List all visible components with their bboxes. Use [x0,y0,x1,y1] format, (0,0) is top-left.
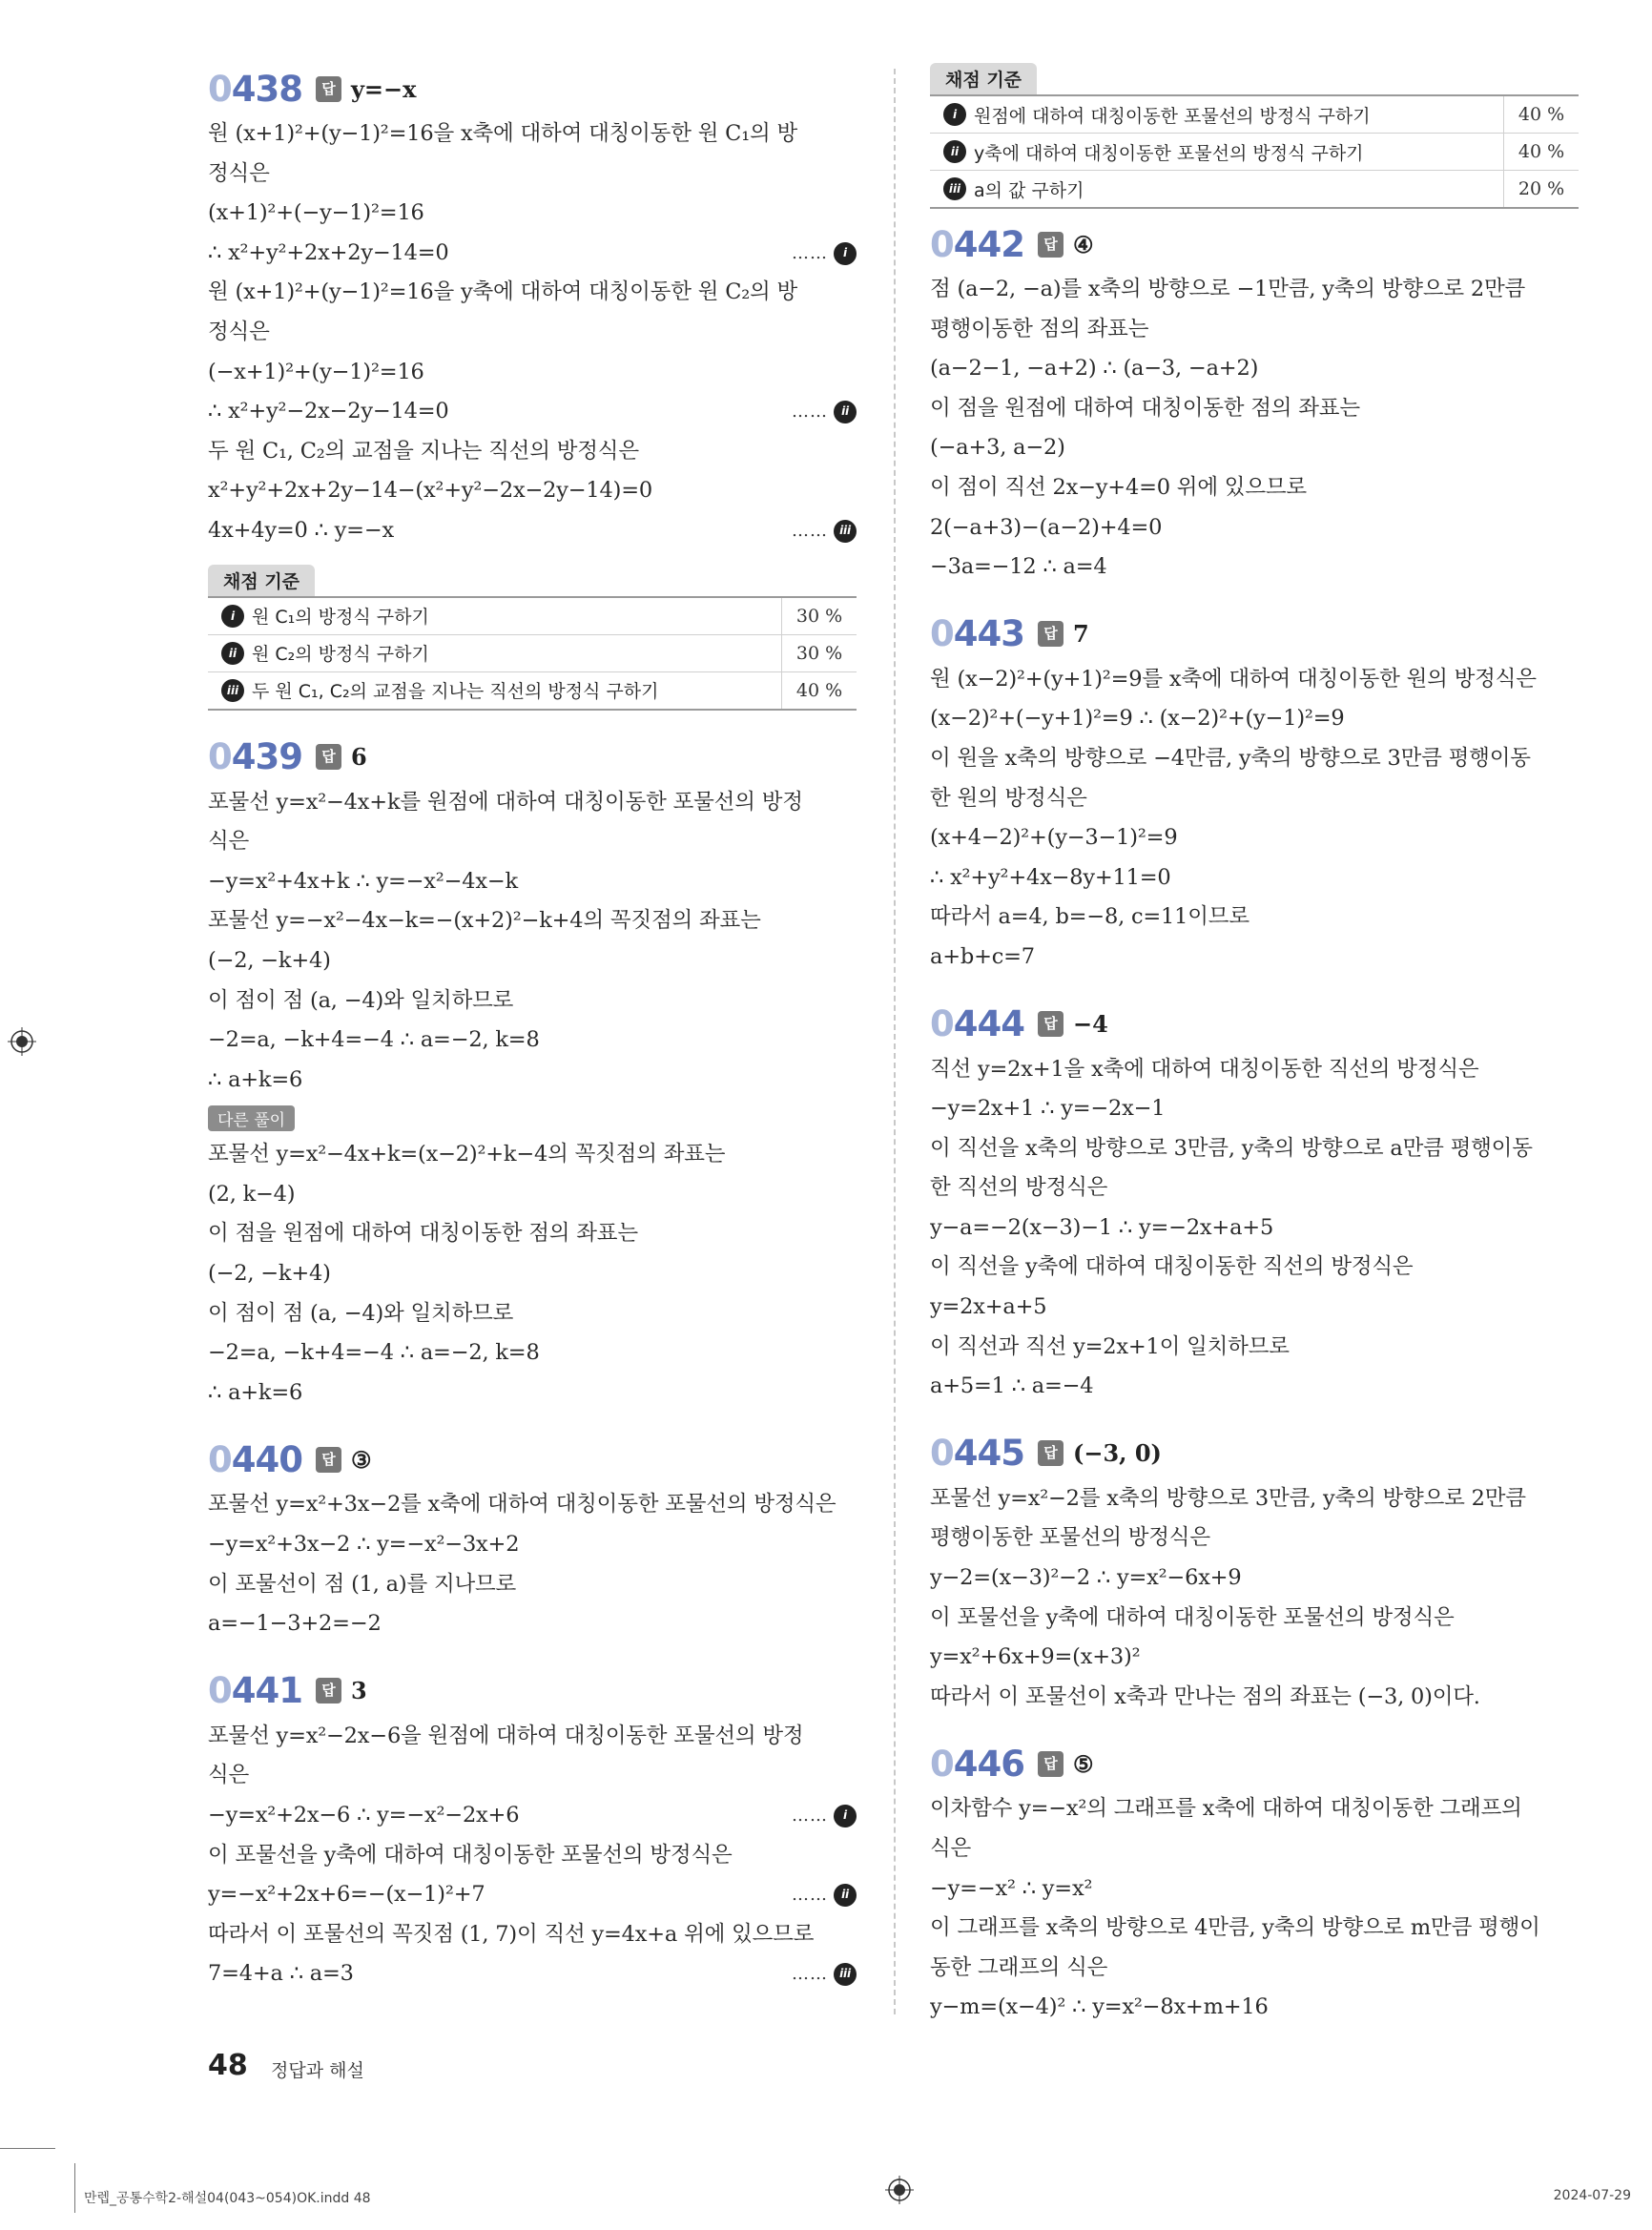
solution-text: (−2, −k+4) [208,947,331,973]
problem-number-main: 442 [953,223,1024,265]
solution-text: 2(−a+3)−(a−2)+4=0 [930,514,1163,540]
solution-line [208,114,857,155]
criteria-percent: 40 % [1503,96,1579,133]
solution-text: 이 점이 직선 2x−y+4=0 위에 있으므로 [930,474,1307,500]
answer-badge-icon: 답 [1038,1751,1063,1777]
problem-443 [930,609,1579,978]
answer-badge-icon: 답 [316,1678,341,1703]
solution-line [930,699,1579,739]
solution-line [208,155,857,195]
problem-445 [930,1428,1579,1718]
solution-text: 이 포물선을 y축에 대하여 대칭이동한 포물선의 방정식은 [208,1842,733,1868]
page-section-label: 정답과 해설 [271,2060,364,2081]
solution-line [208,1485,857,1525]
step-marker-iii-icon: iii [834,1963,857,1986]
criteria-text: 원점에 대하여 대칭이동한 포물선의 방정식 구하기 [974,105,1371,127]
solution-text: −2=a, −k+4=−4 ∴ a=−2, k=8 [208,1340,540,1366]
solution-text: 동한 그래프의 식은 [930,1954,1108,1980]
solution-line [208,273,857,313]
solution-line [208,1717,857,1757]
solution-text: (x+4−2)²+(y−3−1)²=9 [930,825,1178,851]
solution-line [208,862,857,902]
solution-text: 이 직선을 y축에 대하여 대칭이동한 직선의 방정식은 [930,1254,1414,1280]
step-marker [792,511,857,551]
problem-number-prefix: 0 [930,1433,954,1475]
solution-line [208,981,857,1022]
crop-mark [0,2148,55,2149]
solution-line [930,1599,1579,1639]
answer-value: ④ [1072,230,1094,258]
solution-text: 정식은 [208,160,270,186]
solution-text: 이 직선과 직선 y=2x+1이 일치하므로 [930,1333,1290,1359]
problem-number-prefix: 0 [208,1438,232,1480]
problem-number-main: 440 [231,1438,302,1480]
solution-text: 이 점을 원점에 대하여 대칭이동한 점의 좌표는 [930,395,1360,421]
problem-446 [930,1738,1579,2028]
solution-line [930,818,1579,858]
problem-number-main: 438 [231,68,302,110]
solution-text: a=−1−3+2=−2 [208,1611,382,1637]
scoring-criteria-table [930,94,1579,209]
solution-text: 한 원의 방정식은 [930,785,1087,811]
ellipsis-dots: …… [792,1806,828,1826]
solution-text: ∴ a+k=6 [208,1379,303,1405]
solution-line [930,1129,1579,1169]
answer-value: y=−x [350,74,417,103]
solution-text: 식은 [208,1763,250,1788]
solution-text: −y=x²+4x+k ∴ y=−x²−4x−k [208,868,518,894]
solution-text: 두 원 C₁, C₂의 교점을 지나는 직선의 방정식은 [208,438,639,464]
solution-line [930,858,1579,898]
problem-number [208,1670,302,1711]
solution-line [208,822,857,862]
registration-mark-icon [885,2176,914,2204]
solution-text: 따라서 이 포물선의 꼭짓점 (1, 7)이 직선 y=4x+a 위에 있으므로 [208,1921,815,1947]
answer-badge-icon: 답 [316,744,341,770]
criteria-row [930,96,1579,134]
problem-number [930,224,1024,265]
solution-line [930,1559,1579,1599]
problem-header [208,1434,857,1485]
problem-439 [208,732,857,1414]
problem-number-prefix: 0 [930,223,954,265]
step-marker [792,1954,857,1994]
step-marker-i-icon: i [943,103,966,126]
solution-line [930,349,1579,389]
solution-text: 이 직선을 x축의 방향으로 3만큼, y축의 방향으로 a만큼 평행이동 [930,1135,1533,1161]
answer-value: −4 [1072,1010,1108,1038]
ellipsis-dots: …… [792,1885,828,1906]
solution-line [208,901,857,941]
answer-value: 7 [1072,620,1089,649]
solution-text: (2, k−4) [208,1181,296,1207]
answer-badge-icon: 답 [1038,1011,1063,1037]
solution-text: 식은 [208,829,250,855]
criteria-text: 두 원 C₁, C₂의 교점을 지나는 직선의 방정식 구하기 [252,681,659,703]
solution-text: y−a=−2(x−3)−1 ∴ y=−2x+a+5 [930,1214,1274,1240]
scoring-criteria-label: 채점 기준 [208,565,315,596]
solution-text: y−2=(x−3)²−2 ∴ y=x²−6x+9 [930,1565,1242,1591]
scoring-criteria-table [208,596,857,711]
solution-text: 이 점이 점 (a, −4)와 일치하므로 [208,1300,514,1326]
column-divider [894,69,896,2014]
step-marker-i-icon: i [834,1805,857,1827]
solution-line [930,270,1579,310]
ellipsis-dots: …… [792,1964,828,1985]
problem-number-main: 444 [953,1003,1024,1044]
problem-header [930,218,1579,270]
criteria-row [930,171,1579,207]
solution-text: ∴ x²+y²+4x−8y+11=0 [930,864,1171,890]
solution-line [930,310,1579,350]
problem-number-main: 441 [231,1670,302,1712]
solution-text: −y=2x+1 ∴ y=−2x−1 [930,1096,1166,1122]
solution-line [208,1175,857,1215]
problem-header [930,1738,1579,1789]
criteria-text-cell [208,677,781,703]
solution-text: 7=4+a ∴ a=3 [208,1961,354,1987]
ellipsis-dots: …… [792,402,828,423]
problem-number [208,1439,302,1480]
footer-file-name: 만렙_공통수학2-해설04(043~054)OK.indd 48 [84,2191,371,2206]
solution-line [208,1021,857,1061]
problem-number [208,69,302,110]
solution-line [930,1328,1579,1368]
solution-text: 직선 y=2x+1을 x축에 대하여 대칭이동한 직선의 방정식은 [930,1056,1479,1082]
answer-badge-icon: 답 [316,1447,341,1473]
solution-line [930,660,1579,700]
problem-header [930,1428,1579,1479]
problem-442 [930,218,1579,588]
problem-number-main: 443 [953,613,1024,655]
criteria-text-cell [208,603,781,629]
solution-text: ∴ x²+y²−2x−2y−14=0 [208,399,449,424]
solution-line [930,938,1579,978]
solution-line [930,1638,1579,1678]
step-marker [792,1796,857,1836]
solution-text: x²+y²+2x+2y−14−(x²+y²−2x−2y−14)=0 [208,478,652,504]
step-marker [792,234,857,274]
solution-line [208,313,857,353]
problem-number [930,1003,1024,1044]
step-marker [792,1875,857,1915]
solution-line [930,1050,1579,1090]
scoring-criteria [930,63,1579,209]
criteria-percent: 30 % [781,635,857,671]
page-number: 48 [208,2049,248,2082]
solution-line [208,1756,857,1796]
solution-text: y=x²+6x+9=(x+3)² [930,1644,1141,1670]
solution-line [208,234,857,274]
problem-number-main: 439 [231,736,302,778]
criteria-percent: 30 % [781,598,857,634]
solution-line [930,898,1579,938]
alternate-solution-label: 다른 풀이 [208,1105,295,1131]
solution-text: ∴ x²+y²+2x+2y−14=0 [208,239,449,265]
criteria-text: 원 C₁의 방정식 구하기 [252,607,429,629]
criteria-text-cell [930,139,1503,165]
solution-line [208,1604,857,1644]
solution-line [208,1061,857,1101]
solution-line [208,1214,857,1254]
criteria-row [930,134,1579,171]
solution-line [930,1248,1579,1288]
solution-text: 정식은 [208,319,270,344]
solution-text: 원 (x+1)²+(y−1)²=16을 x축에 대하여 대칭이동한 원 C₁의 방 [208,121,798,146]
criteria-row [208,672,857,709]
step-marker-ii-icon: ii [834,401,857,423]
problem-header [208,1665,857,1717]
answer-badge-icon: 답 [1038,621,1063,647]
solution-line [208,1135,857,1175]
solution-text: 이 포물선을 y축에 대하여 대칭이동한 포물선의 방정식은 [930,1604,1455,1630]
solution-line [208,1796,857,1836]
step-marker-iii-icon: iii [943,177,966,200]
solution-text: 평행이동한 점의 좌표는 [930,316,1149,341]
solution-line [208,1915,857,1955]
registration-mark-icon [8,1027,36,1056]
criteria-percent: 20 % [1503,171,1579,207]
solution-line [208,941,857,981]
criteria-text-cell [930,102,1503,128]
solution-line [930,1869,1579,1910]
right-column [930,63,1579,2049]
step-marker-i-icon: i [834,242,857,265]
solution-text: 이 점을 원점에 대하여 대칭이동한 점의 좌표는 [208,1221,638,1247]
problem-number-prefix: 0 [930,1003,954,1044]
solution-text: (−a+3, a−2) [930,435,1065,461]
criteria-text: a의 값 구하기 [974,179,1084,201]
solution-line [930,739,1579,779]
solution-text: (−x+1)²+(y−1)²=16 [208,359,424,384]
problem-number-prefix: 0 [930,1743,954,1785]
solution-line [930,1678,1579,1718]
problem-438 [208,63,857,711]
answer-value: ⑤ [1072,1749,1094,1778]
solution-text: 한 직선의 방정식은 [930,1175,1108,1201]
solution-text: 포물선 y=x²−4x+k=(x−2)²+k−4의 꼭짓점의 좌표는 [208,1142,726,1167]
solution-line [930,1479,1579,1519]
problem-header [930,609,1579,660]
solution-text: −y=x²+3x−2 ∴ y=−x²−3x+2 [208,1532,520,1558]
step-marker-ii-icon: ii [221,642,244,665]
solution-line [930,779,1579,819]
solution-line [208,1254,857,1294]
footer-date: 2024-07-29 [1553,2188,1631,2203]
solution-line [208,1836,857,1876]
solution-text: 따라서 a=4, b=−8, c=11이므로 [930,904,1249,930]
solution-text: y=2x+a+5 [930,1294,1047,1320]
criteria-row [208,635,857,672]
solution-line [930,1367,1579,1407]
left-column [208,63,857,2015]
solution-text: −3a=−12 ∴ a=4 [930,554,1107,580]
solution-text: a+5=1 ∴ a=−4 [930,1373,1094,1399]
problem-440 [208,1434,857,1643]
answer-badge-icon: 답 [1038,1440,1063,1466]
solution-line [930,468,1579,508]
solution-line [208,1373,857,1414]
solution-text: −y=−x² ∴ y=x² [930,1875,1093,1901]
solution-text: 이 원을 x축의 방향으로 −4만큼, y축의 방향으로 3만큼 평행이동 [930,745,1531,771]
solution-line [208,392,857,432]
criteria-text: y축에 대하여 대칭이동한 포물선의 방정식 구하기 [974,142,1364,164]
solution-text: 이 그래프를 x축의 방향으로 4만큼, y축의 방향으로 m만큼 평행이 [930,1915,1540,1941]
problem-441 [208,1665,857,1994]
problem-number-prefix: 0 [930,613,954,655]
solution-text: (x−2)²+(−y+1)²=9 ∴ (x−2)²+(y−1)²=9 [930,706,1345,732]
ellipsis-dots: …… [792,242,828,263]
solution-line [930,508,1579,548]
solution-text: (a−2−1, −a+2) ∴ (a−3, −a+2) [930,356,1259,382]
solution-text: 4x+4y=0 ∴ y=−x [208,517,394,543]
solution-text: −2=a, −k+4=−4 ∴ a=−2, k=8 [208,1027,540,1053]
problem-header [930,999,1579,1050]
solution-text: 평행이동한 포물선의 방정식은 [930,1525,1210,1551]
scoring-criteria-label: 채점 기준 [930,63,1037,94]
problem-number-main: 445 [953,1433,1024,1475]
solution-text: y=−x²+2x+6=−(x−1)²+7 [208,1882,485,1908]
problem-number [930,1433,1024,1474]
solution-text: 포물선 y=x²−2x−6을 원점에 대하여 대칭이동한 포물선의 방정 [208,1723,804,1748]
solution-line [930,1789,1579,1829]
solution-line [208,1875,857,1915]
criteria-text-cell [208,640,781,666]
solution-line [930,428,1579,468]
step-marker-ii-icon: ii [943,140,966,163]
answer-badge-icon: 답 [1038,232,1063,258]
solution-line [930,1909,1579,1949]
criteria-text-cell [930,176,1503,202]
step-marker-ii-icon: ii [834,1884,857,1907]
ellipsis-dots: …… [792,520,828,541]
answer-value: 3 [350,1677,367,1705]
solution-line [930,1168,1579,1208]
solution-text: 포물선 y=−x²−4x−k=−(x+2)²−k+4의 꼭짓점의 좌표는 [208,908,761,934]
solution-line [208,353,857,393]
answer-value: 6 [350,743,367,772]
solution-line [208,1333,857,1373]
solution-text: (x+1)²+(−y−1)²=16 [208,200,424,226]
solution-text: y−m=(x−4)² ∴ y=x²−8x+m+16 [930,1994,1269,2020]
step-marker [792,392,857,432]
answer-value: (−3, 0) [1072,1439,1162,1468]
solution-text: 포물선 y=x²−4x+k를 원점에 대하여 대칭이동한 포물선의 방정 [208,789,803,815]
solution-line [208,783,857,823]
solution-line [208,471,857,511]
step-marker-i-icon: i [221,605,244,628]
solution-text: 원 (x+1)²+(y−1)²=16을 y축에 대하여 대칭이동한 원 C₂의 방 [208,279,798,305]
answer-badge-icon: 답 [316,76,341,102]
solution-line [930,1829,1579,1869]
solution-text: 원 (x−2)²+(y+1)²=9를 x축에 대하여 대칭이동한 원의 방정식은 [930,666,1537,692]
solution-line [208,1525,857,1565]
solution-line [930,1208,1579,1249]
solution-line [208,432,857,472]
step-marker-iii-icon: iii [834,520,857,543]
solution-line [930,389,1579,429]
solution-line [208,1954,857,1994]
solution-text: 이 포물선이 점 (1, a)를 지나므로 [208,1571,517,1597]
criteria-percent: 40 % [781,672,857,709]
solution-text: 이차함수 y=−x²의 그래프를 x축에 대하여 대칭이동한 그래프의 [930,1796,1522,1822]
solution-line [208,1565,857,1605]
solution-line [208,511,857,551]
problem-number [208,736,302,777]
solution-text: 따라서 이 포물선이 x축과 만나는 점의 좌표는 (−3, 0)이다. [930,1683,1480,1709]
problem-444 [930,999,1579,1407]
solution-line [208,1294,857,1334]
problem-number [930,613,1024,654]
scoring-criteria [208,565,857,711]
solution-line [208,194,857,234]
solution-line [930,547,1579,588]
solution-text: (−2, −k+4) [208,1261,331,1287]
problem-header [208,732,857,783]
solution-text: 포물선 y=x²−2를 x축의 방향으로 3만큼, y축의 방향으로 2만큼 [930,1485,1526,1511]
problem-header [208,63,857,114]
solution-text: 점 (a−2, −a)를 x축의 방향으로 −1만큼, y축의 방향으로 2만큼 [930,277,1526,301]
crop-mark [74,2163,75,2213]
step-marker-iii-icon: iii [221,679,244,702]
problem-number-main: 446 [953,1743,1024,1785]
solution-line [930,1089,1579,1129]
solution-line [930,1949,1579,1989]
solution-text: 이 점이 점 (a, −4)와 일치하므로 [208,987,514,1013]
problem-number-prefix: 0 [208,68,232,110]
answer-value: ③ [350,1445,372,1474]
solution-text: a+b+c=7 [930,943,1035,969]
solution-line [930,1518,1579,1559]
solution-line [930,1988,1579,2028]
criteria-text: 원 C₂의 방정식 구하기 [252,644,429,666]
solution-text: ∴ a+k=6 [208,1066,303,1092]
criteria-percent: 40 % [1503,134,1579,170]
problem-number-prefix: 0 [208,1670,232,1712]
solution-text: 포물선 y=x²+3x−2를 x축에 대하여 대칭이동한 포물선의 방정식은 [208,1492,836,1518]
solution-line [930,1288,1579,1328]
problem-number-prefix: 0 [208,736,232,778]
solution-text: 식은 [930,1836,972,1861]
criteria-row [208,598,857,635]
problem-number [930,1744,1024,1785]
solution-text: −y=x²+2x−6 ∴ y=−x²−2x+6 [208,1803,520,1827]
